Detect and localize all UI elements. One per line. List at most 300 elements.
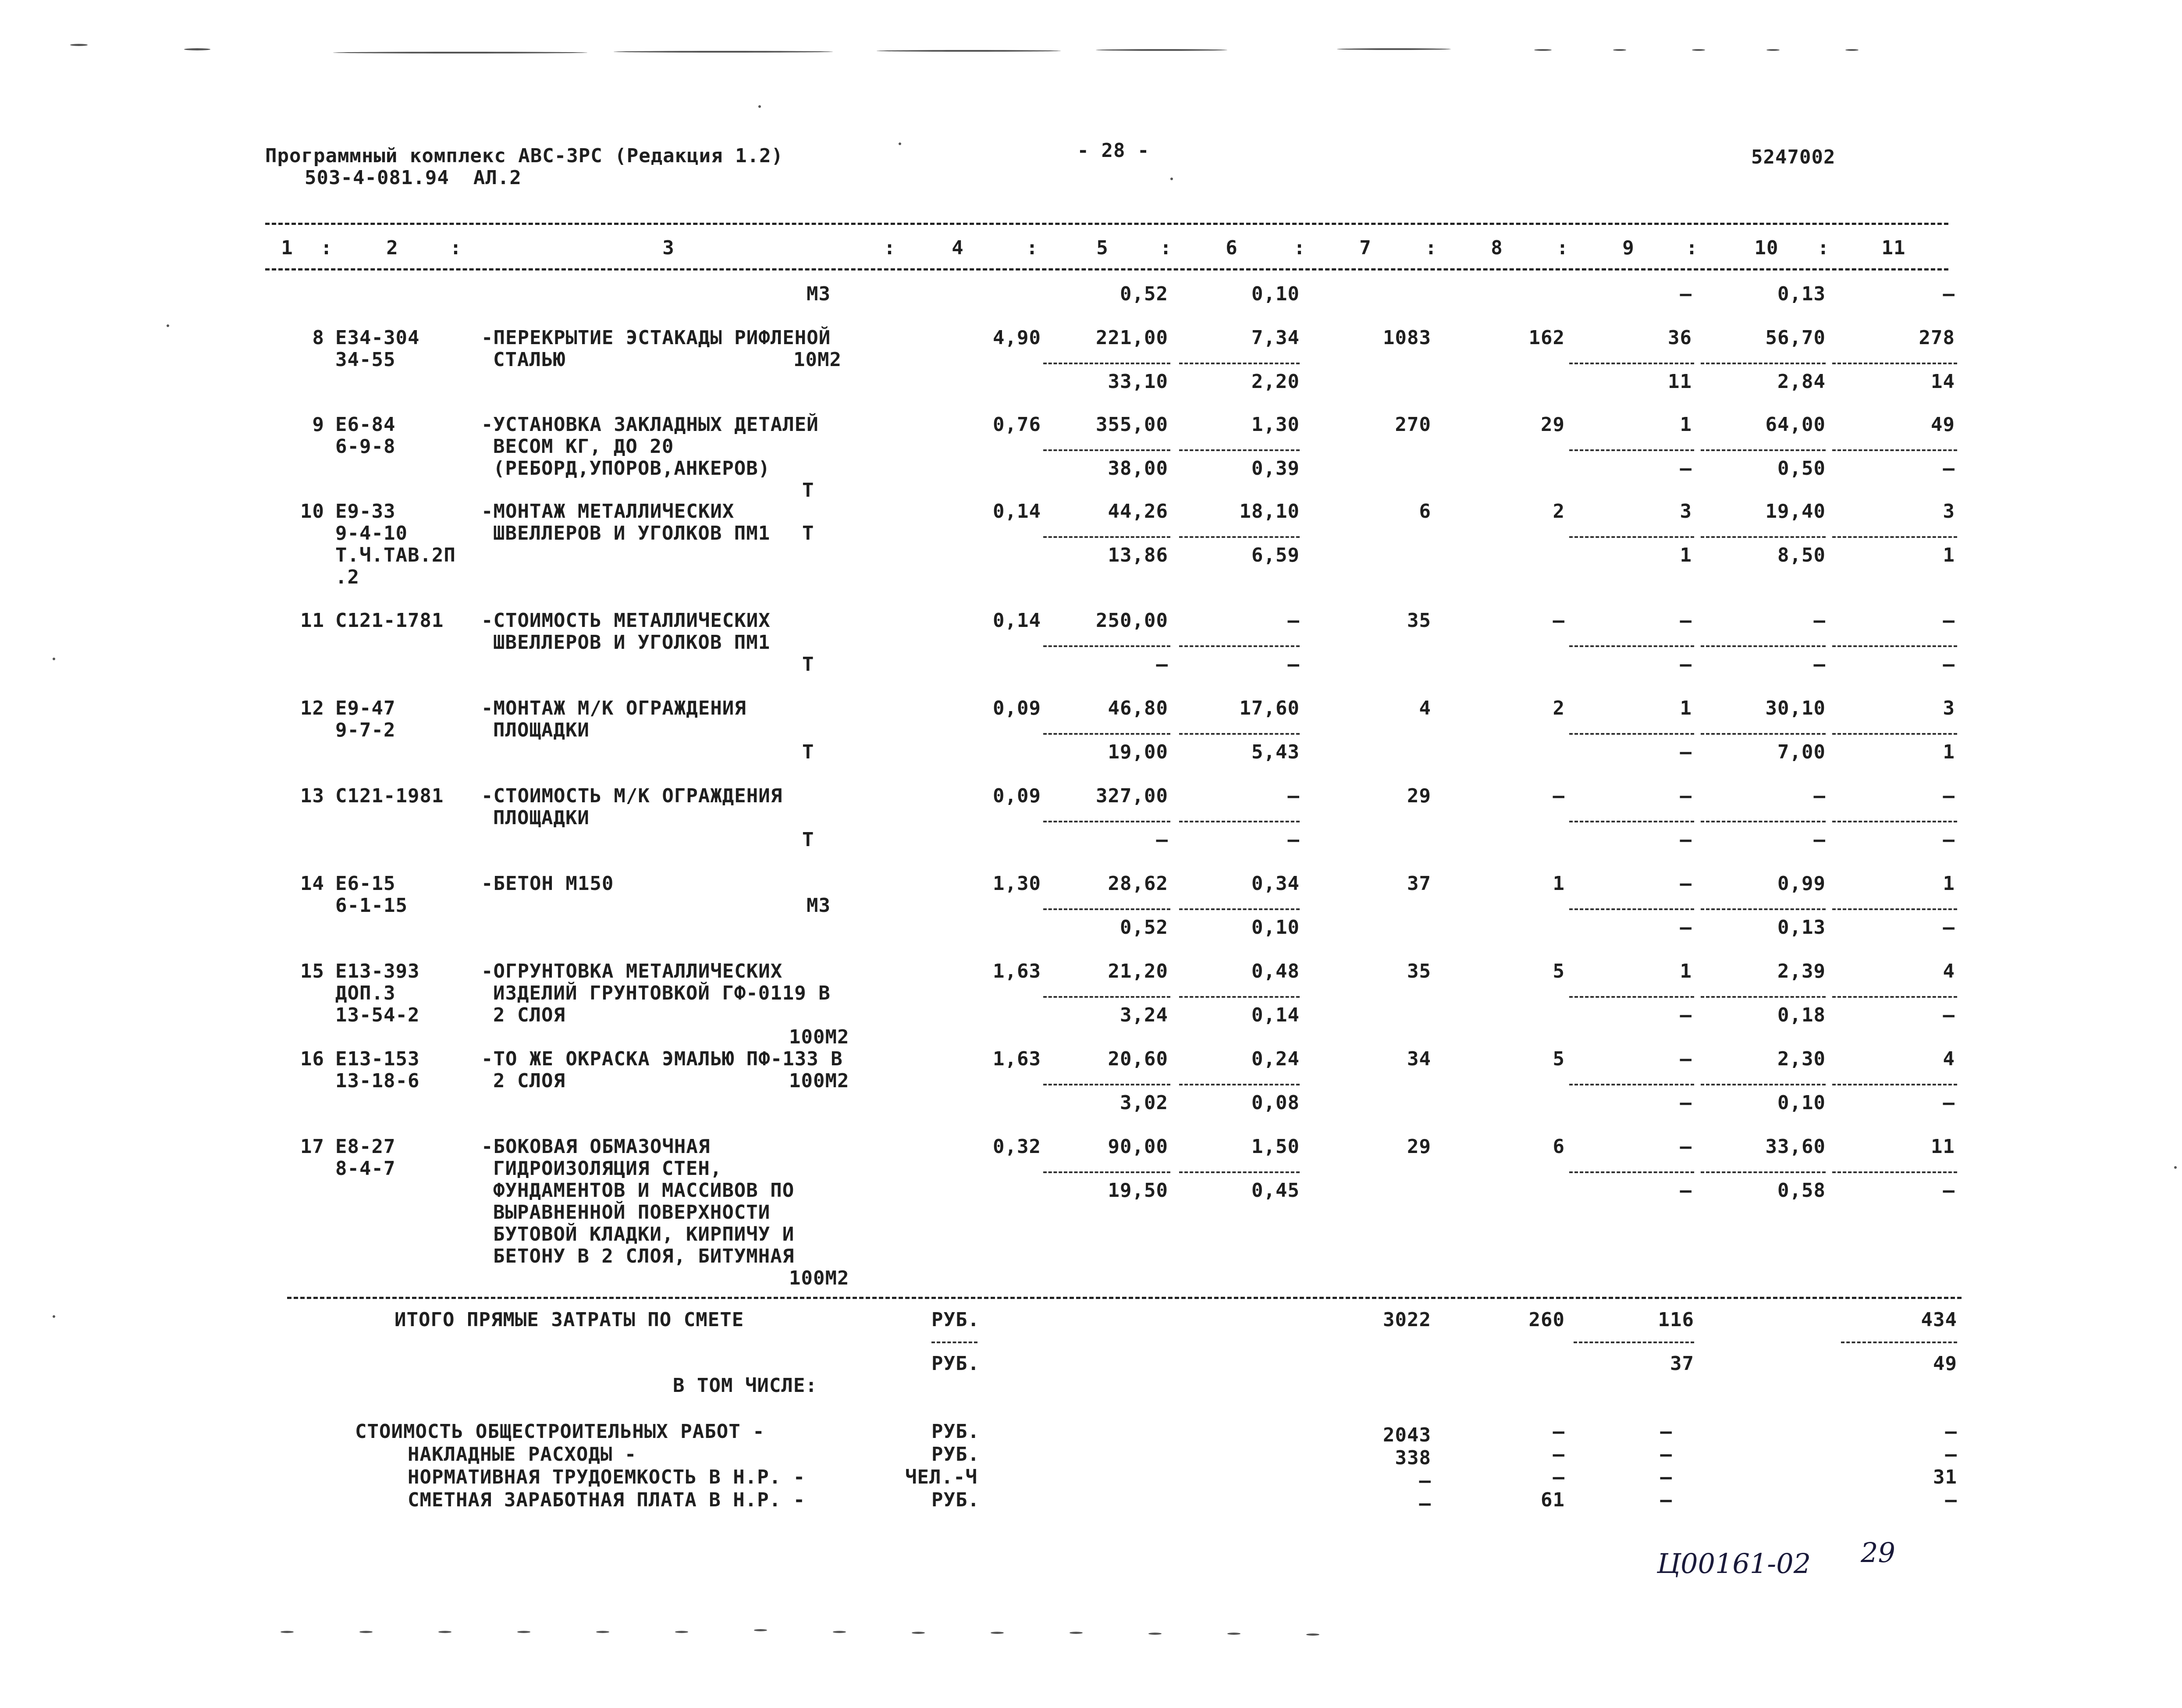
work-description: ФУНДАМЕНТОВ И МАССИВОВ ПО — [493, 1179, 795, 1202]
value-c11: 4 — [1943, 960, 1955, 982]
value-c7: 29 — [1407, 785, 1431, 807]
value-c4: 1,30 — [993, 872, 1041, 895]
breakdown-value-c8: 61 — [1541, 1489, 1565, 1511]
norm-code: С121-1981 — [335, 785, 444, 807]
value-c5-wage: 33,10 — [1108, 370, 1168, 393]
work-description: -СТОИМОСТЬ М/К ОГРАЖДЕНИЯ — [481, 785, 783, 807]
scan-speck — [1096, 49, 1227, 51]
subtotal-divider — [1569, 449, 1694, 451]
value-c5-wage: 3,02 — [1120, 1092, 1168, 1114]
value-c9-wage: – — [1680, 1092, 1692, 1114]
subtotal-divider — [1574, 1341, 1694, 1343]
column-header-7: 7 — [1359, 237, 1372, 259]
column-header-3: 3 — [662, 237, 675, 259]
value-c9: – — [1680, 872, 1692, 895]
subtotal-divider — [1569, 733, 1694, 735]
work-description: ВЕСОМ КГ, ДО 20 — [493, 435, 674, 458]
value-c6-wage: – — [1287, 829, 1300, 851]
subtotal-divider — [1043, 821, 1170, 822]
value-c5: 20,60 — [1108, 1048, 1168, 1070]
row-number: 15 — [300, 960, 324, 982]
work-description: -БОКОВАЯ ОБМАЗОЧНАЯ — [481, 1135, 711, 1158]
column-separator: : — [884, 237, 896, 259]
value-c10-wage: 7,00 — [1777, 741, 1826, 763]
value-c10: – — [1813, 785, 1826, 807]
value-c10-wage: 0,13 — [1777, 916, 1826, 939]
value-c8: 2 — [1553, 500, 1565, 523]
value-c9-wage: – — [1680, 457, 1692, 480]
value-c9: 1 — [1680, 413, 1692, 436]
subtotal-divider — [1701, 733, 1826, 735]
subtotal-divider — [1832, 449, 1957, 451]
breakdown-value-c9: – — [1660, 1466, 1672, 1488]
value-c6: 0,10 — [1251, 283, 1300, 305]
row-number: 14 — [300, 872, 324, 895]
norm-code: 13-18-6 — [335, 1070, 420, 1092]
subtotal-divider — [1569, 821, 1694, 822]
value-c8: 29 — [1541, 413, 1565, 436]
value-c4: 0,14 — [993, 609, 1041, 632]
handwritten-page-number: 29 — [1861, 1537, 1895, 1569]
breakdown-value-c8: – — [1553, 1443, 1565, 1466]
row-number: 16 — [300, 1048, 324, 1070]
unit-of-measure: Т — [802, 653, 814, 676]
work-description: 2 СЛОЯ — [493, 1004, 565, 1026]
value-c11: 11 — [1931, 1135, 1955, 1158]
norm-code: ДОП.3 — [335, 982, 396, 1004]
work-description: БЕТОНУ В 2 СЛОЯ, БИТУМНАЯ — [493, 1245, 795, 1267]
value-c10-wage: – — [1813, 653, 1826, 676]
subtotal-divider — [1179, 1171, 1300, 1173]
value-c7: 35 — [1407, 609, 1431, 632]
work-description: 2 СЛОЯ — [493, 1070, 565, 1092]
value-c10: 0,99 — [1777, 872, 1826, 895]
work-description: СТАЛЬЮ — [493, 349, 565, 371]
column-header-4: 4 — [952, 237, 964, 259]
value-c8: 5 — [1553, 1048, 1565, 1070]
unit-of-measure: 100М2 — [789, 1070, 849, 1092]
value-c11-wage: – — [1943, 1179, 1955, 1202]
value-c11-wage: – — [1943, 653, 1955, 676]
value-c11: 49 — [1931, 413, 1955, 436]
scan-speck — [614, 51, 833, 53]
column-separator: : — [1160, 237, 1172, 259]
value-c10-wage: – — [1813, 829, 1826, 851]
value-c6: 18,10 — [1239, 500, 1300, 523]
scan-speck — [70, 44, 88, 46]
value-c9: 3 — [1680, 500, 1692, 523]
subtotal-divider — [1043, 1171, 1170, 1173]
value-c5: 0,52 — [1120, 283, 1168, 305]
work-description: -МОНТАЖ МЕТАЛЛИЧЕСКИХ — [481, 500, 735, 523]
value-c6-wage: 0,14 — [1251, 1004, 1300, 1026]
value-c4: 4,90 — [993, 327, 1041, 349]
value-c6: 0,34 — [1251, 872, 1300, 895]
value-c7: 270 — [1395, 413, 1431, 436]
breakdown-label: СТОИМОСТЬ ОБЩЕСТРОИТЕЛЬНЫХ РАБОТ - — [355, 1420, 765, 1443]
program-title: Программный комплекс АВС-3РС (Редакция 1.2) — [265, 145, 784, 167]
subtotal-divider — [1832, 1084, 1957, 1085]
value-c5-wage: 13,86 — [1108, 544, 1168, 566]
value-c6: – — [1287, 609, 1300, 632]
value-c5-wage: 19,50 — [1108, 1179, 1168, 1202]
scan-speck — [333, 52, 587, 53]
value-c6: 1,30 — [1251, 413, 1300, 436]
value-c5: 28,62 — [1108, 872, 1168, 895]
norm-code: 9-4-10 — [335, 522, 408, 544]
totals-value-c11-wage: 49 — [1933, 1352, 1957, 1375]
value-c4: 1,63 — [993, 960, 1041, 982]
value-c10: 0,13 — [1777, 283, 1826, 305]
value-c6-wage: 0,10 — [1251, 916, 1300, 939]
breakdown-label: НАКЛАДНЫЕ РАСХОДЫ - — [408, 1443, 637, 1466]
value-c5-wage: – — [1156, 829, 1168, 851]
value-c5-wage: 19,00 — [1108, 741, 1168, 763]
value-c6-wage: 0,08 — [1251, 1092, 1300, 1114]
value-c11-wage: 1 — [1943, 741, 1955, 763]
breakdown-value-c9: – — [1660, 1489, 1672, 1511]
row-number: 10 — [300, 500, 324, 523]
row-number: 11 — [300, 609, 324, 632]
column-separator: : — [450, 237, 462, 259]
scan-speck — [53, 658, 55, 660]
scan-speck — [1766, 49, 1780, 51]
subtotal-divider — [1043, 733, 1170, 735]
unit-of-measure: 100М2 — [789, 1267, 849, 1289]
breakdown-value-c11: – — [1945, 1489, 1957, 1511]
value-c5: 90,00 — [1108, 1135, 1168, 1158]
breakdown-value-c9: – — [1660, 1420, 1672, 1443]
value-c7: 4 — [1419, 697, 1431, 719]
scan-speck — [1534, 49, 1552, 51]
breakdown-value-c8: – — [1553, 1466, 1565, 1488]
value-c7: 34 — [1407, 1048, 1431, 1070]
subtotal-divider — [1569, 1084, 1694, 1085]
column-separator: : — [320, 237, 333, 259]
value-c9: – — [1680, 1135, 1692, 1158]
subtotal-divider — [1043, 536, 1170, 538]
subtotal-divider — [1701, 645, 1826, 647]
subtotal-divider — [1832, 536, 1957, 538]
work-description: ШВЕЛЛЕРОВ И УГОЛКОВ ПМ1 — [493, 631, 771, 654]
column-header-10: 10 — [1754, 237, 1779, 259]
value-c5-wage: 3,24 — [1120, 1004, 1168, 1026]
work-description: ВЫРАВНЕННОЙ ПОВЕРХНОСТИ — [493, 1201, 771, 1224]
subtotal-divider — [1179, 996, 1300, 998]
subtotal-divider — [1043, 363, 1170, 364]
column-separator: : — [1557, 237, 1569, 259]
value-c11-wage: – — [1943, 916, 1955, 939]
value-c8: 2 — [1553, 697, 1565, 719]
value-c9: 1 — [1680, 960, 1692, 982]
project-code: 503-4-081.94 АЛ.2 — [305, 167, 522, 189]
value-c11-wage: – — [1943, 457, 1955, 480]
value-c11: 278 — [1919, 327, 1955, 349]
value-c9: 1 — [1680, 697, 1692, 719]
value-c6: 0,48 — [1251, 960, 1300, 982]
value-c6-wage: 0,39 — [1251, 457, 1300, 480]
subtotal-divider — [1701, 363, 1826, 364]
subtotal-divider — [1841, 1341, 1957, 1343]
subtotal-divider — [1701, 1084, 1826, 1085]
header-rule-bottom — [265, 268, 1948, 270]
work-description: -СТОИМОСТЬ МЕТАЛЛИЧЕСКИХ — [481, 609, 771, 632]
value-c7: 35 — [1407, 960, 1431, 982]
unit-of-measure: Т — [802, 741, 814, 763]
work-description: ШВЕЛЛЕРОВ И УГОЛКОВ ПМ1 — [493, 522, 771, 544]
unit-of-measure: М3 — [807, 283, 831, 305]
value-c10-wage: 0,50 — [1777, 457, 1826, 480]
value-c6-wage: 5,43 — [1251, 741, 1300, 763]
value-c5: 46,80 — [1108, 697, 1168, 719]
norm-code: 8-4-7 — [335, 1157, 396, 1180]
value-c11-wage: – — [1943, 1092, 1955, 1114]
subtotal-divider — [1179, 1084, 1300, 1085]
subtotal-divider — [1179, 363, 1300, 364]
unit-of-measure: Т — [802, 479, 814, 502]
norm-code: 9-7-2 — [335, 719, 396, 741]
page-number: - 28 - — [1077, 139, 1150, 162]
subtotal-divider — [1569, 908, 1694, 910]
scan-speck — [281, 1631, 294, 1633]
scan-speck — [1845, 49, 1859, 51]
value-c10: 2,30 — [1777, 1048, 1826, 1070]
value-c5: 44,26 — [1108, 500, 1168, 523]
totals-value-c7: 3022 — [1383, 1309, 1431, 1331]
subtotal-divider — [1179, 536, 1300, 538]
unit-of-measure: 10М2 — [793, 349, 842, 371]
column-header-6: 6 — [1226, 237, 1238, 259]
scan-speck — [438, 1631, 451, 1633]
value-c10: – — [1813, 609, 1826, 632]
value-c10: 64,00 — [1765, 413, 1826, 436]
subtotal-divider — [1179, 733, 1300, 735]
column-header-1: 1 — [281, 237, 293, 259]
subtotal-divider — [1701, 821, 1826, 822]
scan-speck — [184, 48, 210, 50]
value-c7: 6 — [1419, 500, 1431, 523]
scan-speck — [1070, 1632, 1083, 1634]
value-c11: 1 — [1943, 872, 1955, 895]
subtotal-divider — [1043, 645, 1170, 647]
value-c11-wage: 1 — [1943, 544, 1955, 566]
value-c8: 162 — [1528, 327, 1565, 349]
norm-code: Е9-47 — [335, 697, 396, 719]
subtotal-divider — [1832, 821, 1957, 822]
norm-code: Е6-15 — [335, 872, 396, 895]
subtotal-divider — [1832, 363, 1957, 364]
breakdown-value-c11: – — [1945, 1420, 1957, 1443]
row-number: 8 — [312, 327, 324, 349]
value-c11: – — [1943, 609, 1955, 632]
totals-value-c8: 260 — [1528, 1309, 1565, 1331]
subtotal-divider — [1701, 1171, 1826, 1173]
scan-speck — [53, 1315, 55, 1318]
value-c4: 0,76 — [993, 413, 1041, 436]
totals-value-c9-wage: 37 — [1670, 1352, 1694, 1375]
work-description: -МОНТАЖ М/К ОГРАЖДЕНИЯ — [481, 697, 746, 719]
value-c5: 21,20 — [1108, 960, 1168, 982]
value-c11-wage: – — [1943, 1004, 1955, 1026]
value-c8: 5 — [1553, 960, 1565, 982]
scan-speck — [1148, 1633, 1162, 1635]
scan-speck — [167, 324, 169, 327]
norm-code: Т.Ч.ТАВ.2П — [335, 544, 456, 566]
subtotal-divider — [1701, 908, 1826, 910]
work-description: -ПЕРЕКРЫТИЕ ЭСТАКАДЫ РИФЛЕНОЙ — [481, 327, 831, 349]
subtotal-divider — [1179, 821, 1300, 822]
value-c6-wage: 0,45 — [1251, 1179, 1300, 1202]
scan-speck — [833, 1631, 846, 1633]
subtotal-divider — [1043, 1084, 1170, 1085]
value-c6: – — [1287, 785, 1300, 807]
subtotal-divider — [1179, 645, 1300, 647]
subtotal-divider — [1832, 645, 1957, 647]
value-c6-wage: 2,20 — [1251, 370, 1300, 393]
value-c9: – — [1680, 283, 1692, 305]
scan-speck — [1337, 48, 1451, 50]
value-c5: 250,00 — [1096, 609, 1168, 632]
value-c11: – — [1943, 283, 1955, 305]
norm-code: Е13-153 — [335, 1048, 420, 1070]
value-c4: 0,09 — [993, 785, 1041, 807]
subtotal-divider — [1832, 908, 1957, 910]
value-c6: 7,34 — [1251, 327, 1300, 349]
subtotal-divider — [931, 1341, 977, 1343]
scan-speck — [1170, 178, 1173, 180]
value-c8: – — [1553, 609, 1565, 632]
row-number: 9 — [312, 413, 324, 436]
totals-unit: РУБ. — [931, 1309, 980, 1331]
value-c10-wage: 0,58 — [1777, 1179, 1826, 1202]
header-rule-top — [265, 223, 1948, 225]
value-c9-wage: – — [1680, 829, 1692, 851]
totals-rule — [287, 1297, 1962, 1299]
scan-speck — [877, 50, 1061, 52]
work-description: ИЗДЕЛИЙ ГРУНТОВКОЙ ГФ-0119 В — [493, 982, 831, 1004]
scan-speck — [912, 1632, 925, 1634]
value-c4: 1,63 — [993, 1048, 1041, 1070]
breakdown-value-c7: – — [1419, 1492, 1431, 1515]
scan-speck — [2174, 1166, 2177, 1169]
subtotal-divider — [1569, 1171, 1694, 1173]
subtotal-divider — [1832, 1171, 1957, 1173]
unit-of-measure: Т — [802, 522, 814, 544]
totals-value-c9: 116 — [1658, 1309, 1694, 1331]
norm-code: 13-54-2 — [335, 1004, 420, 1026]
breakdown-label: НОРМАТИВНАЯ ТРУДОЕМКОСТЬ В Н.Р. - — [408, 1466, 806, 1488]
work-description: -ТО ЖЕ ОКРАСКА ЭМАЛЬЮ ПФ-133 В — [481, 1048, 843, 1070]
unit-of-measure: М3 — [807, 894, 831, 917]
norm-code: Е8-27 — [335, 1135, 396, 1158]
scan-speck — [1692, 49, 1705, 51]
value-c11-wage: 14 — [1931, 370, 1955, 393]
norm-code: 6-1-15 — [335, 894, 408, 917]
value-c10: 19,40 — [1765, 500, 1826, 523]
subtotal-divider — [1832, 996, 1957, 998]
value-c9-wage: – — [1680, 653, 1692, 676]
work-description: -УСТАНОВКА ЗАКЛАДНЫХ ДЕТАЛЕЙ — [481, 413, 819, 436]
scan-speck — [359, 1631, 373, 1633]
value-c7: 29 — [1407, 1135, 1431, 1158]
document-number: 5247002 — [1751, 146, 1836, 168]
breakdown-value-c7: 338 — [1395, 1447, 1431, 1469]
value-c5: 221,00 — [1096, 327, 1168, 349]
value-c9: – — [1680, 1048, 1692, 1070]
scan-speck — [754, 1629, 767, 1631]
work-description: -БЕТОН М150 — [481, 872, 614, 895]
breakdown-unit: РУБ. — [931, 1489, 980, 1511]
value-c10: 30,10 — [1765, 697, 1826, 719]
value-c6: 1,50 — [1251, 1135, 1300, 1158]
totals-label: ИТОГО ПРЯМЫЕ ЗАТРАТЫ ПО СМЕТЕ — [394, 1309, 744, 1331]
breakdown-unit: РУБ. — [931, 1420, 980, 1443]
norm-code: Е13-393 — [335, 960, 420, 982]
breakdown-unit: РУБ. — [931, 1443, 980, 1466]
totals-value-c11: 434 — [1921, 1309, 1957, 1331]
value-c9-wage: – — [1680, 1004, 1692, 1026]
value-c7: 37 — [1407, 872, 1431, 895]
breakdown-value-c11: 31 — [1933, 1466, 1957, 1488]
value-c8: – — [1553, 785, 1565, 807]
unit-of-measure: 100М2 — [789, 1026, 849, 1048]
value-c4: 0,09 — [993, 697, 1041, 719]
value-c9: – — [1680, 785, 1692, 807]
column-header-2: 2 — [386, 237, 398, 259]
value-c10: 33,60 — [1765, 1135, 1826, 1158]
norm-code: Е34-304 — [335, 327, 420, 349]
column-header-5: 5 — [1096, 237, 1109, 259]
norm-code: Е6-84 — [335, 413, 396, 436]
value-c11-wage: – — [1943, 829, 1955, 851]
scan-speck — [758, 105, 761, 108]
scan-speck — [517, 1631, 530, 1633]
value-c6-wage: – — [1287, 653, 1300, 676]
work-description: (РЕБОРД,УПОРОВ,АНКЕРОВ) — [493, 457, 771, 480]
value-c10-wage: 0,10 — [1777, 1092, 1826, 1114]
norm-code: С121-1781 — [335, 609, 444, 632]
value-c10-wage: 8,50 — [1777, 544, 1826, 566]
row-number: 17 — [300, 1135, 324, 1158]
work-description: БУТОВОЙ КЛАДКИ, КИРПИЧУ И — [493, 1223, 795, 1245]
subtotal-divider — [1569, 363, 1694, 364]
breakdown-value-c8: – — [1553, 1420, 1565, 1443]
value-c7: 1083 — [1383, 327, 1431, 349]
subtotal-divider — [1179, 908, 1300, 910]
value-c9-wage: – — [1680, 741, 1692, 763]
breakdown-unit: ЧЕЛ.-Ч — [905, 1466, 977, 1488]
subtotal-divider — [1043, 449, 1170, 451]
scan-speck — [1613, 49, 1626, 51]
subtotal-divider — [1701, 449, 1826, 451]
work-description: -ОГРУНТОВКА МЕТАЛЛИЧЕСКИХ — [481, 960, 783, 982]
breakdown-label: СМЕТНАЯ ЗАРАБОТНАЯ ПЛАТА В Н.Р. - — [408, 1489, 806, 1511]
value-c8: 1 — [1553, 872, 1565, 895]
value-c9-wage: – — [1680, 1179, 1692, 1202]
value-c9-wage: 11 — [1668, 370, 1692, 393]
subtotal-divider — [1569, 536, 1694, 538]
subtotal-divider — [1832, 733, 1957, 735]
subtotal-divider — [1701, 996, 1826, 998]
value-c11: 3 — [1943, 500, 1955, 523]
value-c5: 355,00 — [1096, 413, 1168, 436]
scan-speck — [899, 142, 901, 145]
totals-unit: РУБ. — [931, 1352, 980, 1375]
subtotal-divider — [1043, 996, 1170, 998]
row-number: 12 — [300, 697, 324, 719]
value-c4: 0,32 — [993, 1135, 1041, 1158]
scan-speck — [1306, 1633, 1319, 1636]
